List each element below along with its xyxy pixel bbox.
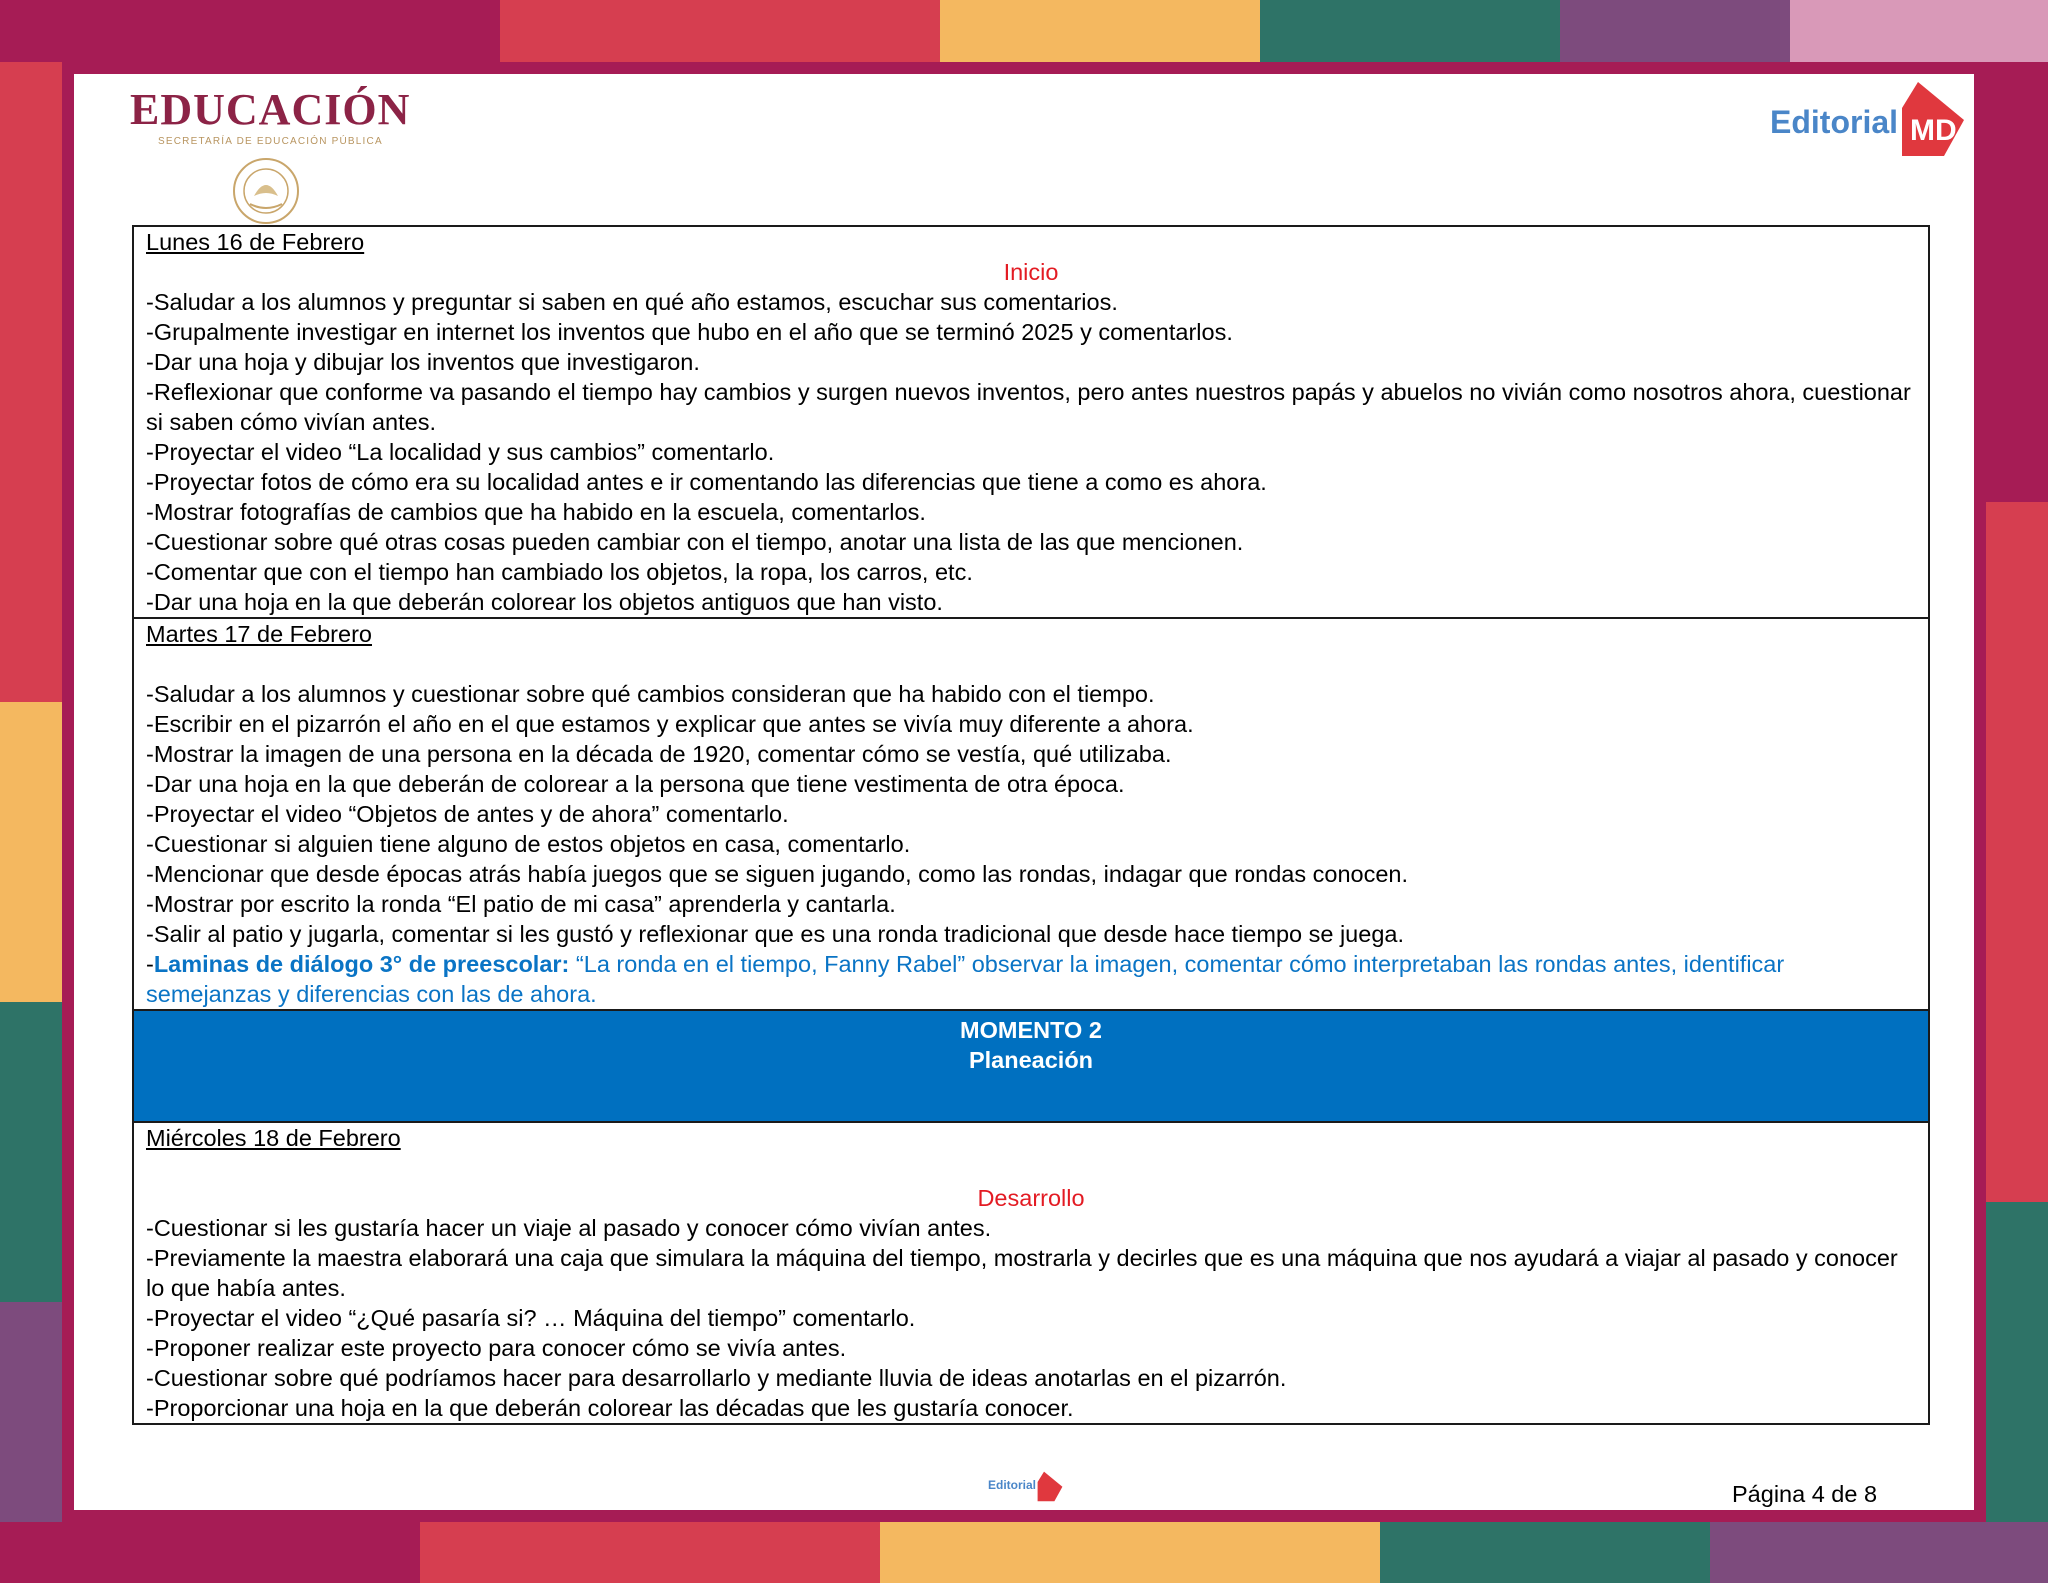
moment-subtitle: Planeación [968, 1047, 1094, 1073]
blank-line [146, 1153, 1916, 1183]
activity-item: -Cuestionar si alguien tiene alguno de estos objetos en casa, comentarlo. [146, 831, 911, 857]
activity-item: -Grupalmente investigar en internet los inventos que hubo en el año que se terminó 2025 y comentarlos. [146, 319, 1233, 345]
phase-label: Desarrollo [977, 1185, 1085, 1211]
activity-item: -Dar una hoja en la que deberán de colorear a la persona que tiene vestimenta de otra época. [146, 771, 1125, 797]
sep-logo-word: EDUCACIÓN [130, 85, 411, 134]
editorial-logo-word: Editorial [1770, 104, 1899, 140]
md-logo-mark-icon [1036, 1470, 1064, 1502]
sep-logo-subtitle: SECRETARÍA DE EDUCACIÓN PÚBLICA [158, 136, 383, 147]
activity-item: -Proporcionar una hoja en la que deberán colorear las décadas que les gustaría conocer. [146, 1395, 1074, 1421]
activity-item: -Saludar a los alumnos y cuestionar sobre qué cambios consideran que ha habido con el tiempo. [146, 681, 1155, 707]
day-title: Miércoles 18 de Febrero [146, 1125, 401, 1151]
resource-prefix: - [146, 951, 154, 977]
day-title: Lunes 16 de Febrero [146, 229, 365, 255]
national-seal-icon [226, 156, 306, 226]
moment-row [133, 1010, 1929, 1122]
day-cell-monday [133, 226, 1929, 618]
activity-item: -Proyectar fotos de cómo era su localidad antes e ir comentando las diferencias que tiene a como es ahora. [146, 469, 1267, 495]
activity-item: -Salir al patio y jugarla, comentar si les gustó y reflexionar que es una ronda tradicional que desde hace tiempo se juega. [146, 921, 1404, 947]
day-row [133, 618, 1929, 1010]
day-cell-wednesday [133, 1122, 1929, 1424]
md-logo-letters: MD [1910, 114, 1957, 147]
page-number: Página 4 de 8 [1732, 1481, 1878, 1507]
day-row [133, 226, 1929, 618]
day-title: Martes 17 de Febrero [146, 621, 372, 647]
day-cell-tuesday [133, 618, 1929, 1010]
activity-item: -Comentar que con el tiempo han cambiado los objetos, la ropa, los carros, etc. [146, 559, 973, 585]
activity-item: -Cuestionar sobre qué otras cosas pueden cambiar con el tiempo, anotar una lista de las que mencionen. [146, 529, 1244, 555]
activity-item: -Mostrar por escrito la ronda “El patio de mi casa” aprenderla y cantarla. [146, 891, 896, 917]
activity-item: -Mencionar que desde épocas atrás había juegos que se siguen jugando, como las rondas, indagar que rondas conocen. [146, 861, 1409, 887]
footer-logo-word: Editorial [988, 1478, 1037, 1492]
activity-item: -Mostrar la imagen de una persona en la década de 1920, comentar cómo se vestía, qué utilizaba. [146, 741, 1172, 767]
moment-title: MOMENTO 2 [960, 1017, 1102, 1043]
resource-description: “La ronda en el tiempo, Fanny Rabel” observar la imagen, comentar cómo interpretaban las rondas antes, identificar semejanzas y diferencias con las de ahora. [146, 951, 1785, 1007]
activity-item: -Proponer realizar este proyecto para conocer cómo se vivía antes. [146, 1335, 847, 1361]
activity-item: -Dar una hoja y dibujar los inventos que investigaron. [146, 349, 700, 375]
moment-header [133, 1010, 1929, 1122]
resource-activity [146, 949, 1916, 1009]
activity-item: -Previamente la maestra elaborará una caja que simulara la máquina del tiempo, mostrarla y decirles que es una máquina que nos ayudará a viajar al pasado y conocer lo que había antes. [146, 1245, 1898, 1301]
activity-item: -Saludar a los alumnos y preguntar si saben en qué año estamos, escuchar sus comentarios. [146, 289, 1118, 315]
resource-title: Laminas de diálogo 3° de preescolar: [153, 951, 570, 977]
activity-item: -Reflexionar que conforme va pasando el tiempo hay cambios y surgen nuevos inventos, pero antes nuestros papás y abuelos no vivián como nosotros ahora, cuestionar si saben cómo vivían antes. [146, 379, 1911, 435]
activity-item: -Proyectar el video “¿Qué pasaría si? … Máquina del tiempo” comentarlo. [146, 1305, 916, 1331]
lesson-plan-table [132, 225, 1930, 1425]
day-row [133, 1122, 1929, 1424]
activity-item: -Cuestionar si les gustaría hacer un viaje al pasado y conocer cómo vivían antes. [146, 1215, 992, 1241]
sep-logo [130, 86, 410, 226]
editorial-md-logo [1770, 78, 1966, 160]
blank-line [146, 649, 1916, 679]
activity-item: -Cuestionar sobre qué podríamos hacer para desarrollarlo y mediante lluvia de ideas anotarlas en el pizarrón. [146, 1365, 1287, 1391]
activity-item: -Proyectar el video “La localidad y sus cambios” comentarlo. [146, 439, 775, 465]
activity-item: -Escribir en el pizarrón el año en el que estamos y explicar que antes se vivía muy diferente a ahora. [146, 711, 1194, 737]
activity-item: -Dar una hoja en la que deberán colorear los objetos antiguos que han visto. [146, 589, 943, 615]
md-logo-mark-icon [1900, 78, 1966, 158]
phase-label: Inicio [1003, 259, 1059, 285]
activity-item: -Proyectar el video “Objetos de antes y de ahora” comentarlo. [146, 801, 789, 827]
activity-item: -Mostrar fotografías de cambios que ha habido en la escuela, comentarlos. [146, 499, 926, 525]
